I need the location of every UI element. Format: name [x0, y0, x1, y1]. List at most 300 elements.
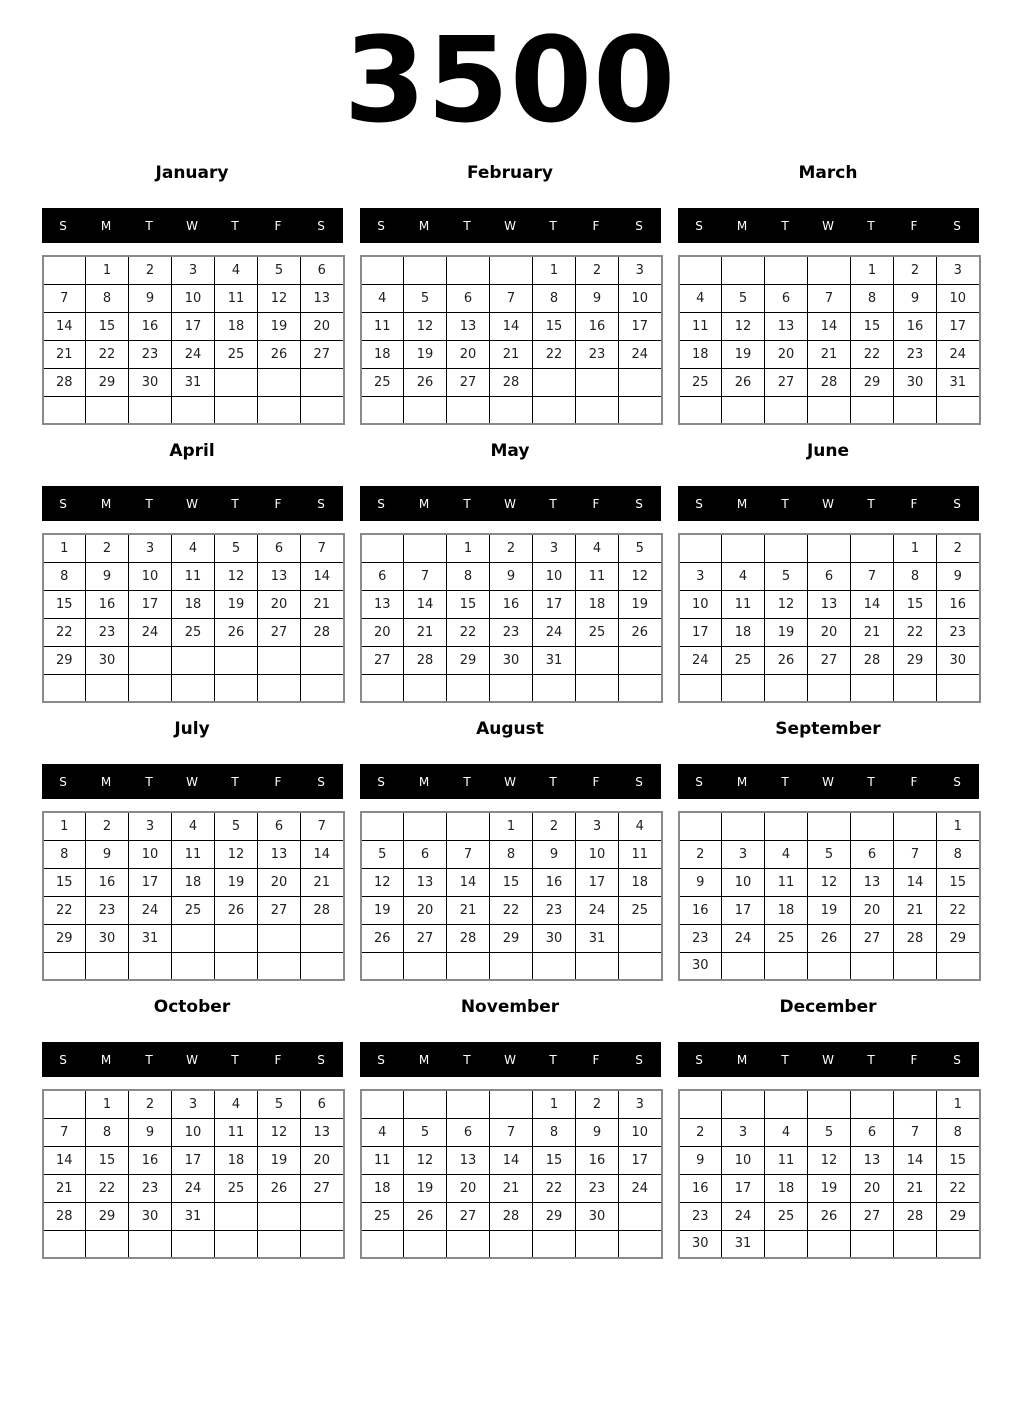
date-cell: 16 — [490, 590, 533, 618]
day-header-cell: F — [274, 774, 282, 789]
date-cell: 15 — [851, 312, 894, 340]
date-cell: 8 — [937, 1118, 980, 1146]
date-cell: 28 — [43, 1202, 86, 1230]
week-row — [361, 368, 662, 396]
date-cell: 13 — [447, 1146, 490, 1174]
empty-date-cell — [894, 1230, 937, 1258]
date-cell: 11 — [765, 1146, 808, 1174]
week-row — [361, 952, 662, 980]
date-cell: 15 — [490, 868, 533, 896]
empty-date-cell — [86, 952, 129, 980]
empty-date-cell — [808, 534, 851, 562]
empty-date-cell — [172, 646, 215, 674]
week-row — [361, 1174, 662, 1202]
date-cell: 1 — [533, 1090, 576, 1118]
day-header-cell: W — [186, 1052, 198, 1067]
day-header-cell: T — [867, 1052, 875, 1067]
date-cell: 2 — [490, 534, 533, 562]
week-row — [679, 1146, 980, 1174]
empty-date-cell — [576, 1230, 619, 1258]
day-header-cell: S — [695, 1052, 703, 1067]
date-cell: 13 — [301, 1118, 344, 1146]
date-cell: 10 — [722, 868, 765, 896]
date-cell: 25 — [172, 618, 215, 646]
empty-date-cell — [619, 646, 662, 674]
day-header-cell: W — [504, 218, 516, 233]
date-cell: 21 — [43, 340, 86, 368]
date-cell: 23 — [86, 618, 129, 646]
empty-date-cell — [258, 368, 301, 396]
week-row — [679, 618, 980, 646]
date-cell: 5 — [215, 534, 258, 562]
date-cell: 29 — [894, 646, 937, 674]
month-calendar — [42, 160, 343, 423]
date-cell: 21 — [490, 1174, 533, 1202]
empty-date-cell — [576, 952, 619, 980]
week-row — [361, 812, 662, 840]
week-row — [679, 1230, 980, 1258]
day-header-cell: F — [910, 218, 918, 233]
date-cell: 23 — [679, 1202, 722, 1230]
month-title: November — [460, 997, 560, 1017]
week-row — [43, 396, 344, 424]
empty-date-cell — [619, 952, 662, 980]
date-cell: 15 — [43, 868, 86, 896]
date-cell: 2 — [937, 534, 980, 562]
day-header-cell: S — [635, 774, 643, 789]
date-cell: 7 — [894, 840, 937, 868]
empty-date-cell — [258, 1230, 301, 1258]
empty-date-cell — [722, 674, 765, 702]
date-cell: 15 — [447, 590, 490, 618]
empty-date-cell — [808, 396, 851, 424]
date-cell: 11 — [679, 312, 722, 340]
date-cell: 3 — [937, 256, 980, 284]
week-row — [679, 674, 980, 702]
day-header-cell: S — [59, 774, 67, 789]
date-cell: 24 — [129, 896, 172, 924]
date-cell: 1 — [86, 256, 129, 284]
week-row — [679, 590, 980, 618]
date-cell: 17 — [937, 312, 980, 340]
date-cell: 24 — [129, 618, 172, 646]
date-cell: 8 — [43, 840, 86, 868]
week-row — [679, 1090, 980, 1118]
day-header-bar — [42, 1042, 343, 1077]
empty-date-cell — [361, 256, 404, 284]
month-calendar — [360, 716, 661, 979]
date-cell: 25 — [679, 368, 722, 396]
week-row — [679, 868, 980, 896]
week-row — [679, 396, 980, 424]
date-cell: 17 — [619, 1146, 662, 1174]
empty-date-cell — [722, 396, 765, 424]
date-cell: 11 — [576, 562, 619, 590]
week-row — [361, 618, 662, 646]
date-cell: 14 — [301, 840, 344, 868]
date-cell: 19 — [258, 312, 301, 340]
date-cell: 22 — [86, 340, 129, 368]
date-cell: 27 — [851, 1202, 894, 1230]
date-cell: 6 — [361, 562, 404, 590]
day-header-cell: S — [695, 774, 703, 789]
date-cell: 14 — [490, 1146, 533, 1174]
date-cell: 24 — [679, 646, 722, 674]
day-header-cell: F — [910, 496, 918, 511]
date-cell: 4 — [361, 1118, 404, 1146]
empty-date-cell — [361, 674, 404, 702]
week-row — [361, 396, 662, 424]
date-cell: 3 — [576, 812, 619, 840]
month-calendar — [678, 160, 979, 423]
date-cell: 30 — [679, 1230, 722, 1258]
date-cell: 6 — [808, 562, 851, 590]
month-calendar — [678, 438, 979, 701]
empty-date-cell — [679, 812, 722, 840]
empty-date-cell — [172, 1230, 215, 1258]
day-header-cell: T — [463, 774, 471, 789]
day-header-cell: S — [59, 496, 67, 511]
date-cell: 25 — [765, 924, 808, 952]
date-cell: 31 — [722, 1230, 765, 1258]
empty-date-cell — [86, 396, 129, 424]
date-cell: 8 — [490, 840, 533, 868]
empty-date-cell — [533, 674, 576, 702]
week-row — [361, 1146, 662, 1174]
empty-date-cell — [490, 1230, 533, 1258]
date-cell: 4 — [215, 256, 258, 284]
day-header-cell: W — [186, 218, 198, 233]
empty-date-cell — [404, 396, 447, 424]
empty-date-cell — [765, 812, 808, 840]
date-cell: 5 — [808, 1118, 851, 1146]
empty-date-cell — [129, 1230, 172, 1258]
date-cell: 9 — [576, 284, 619, 312]
day-header-cell: M — [418, 774, 430, 789]
day-header-cell: F — [592, 1052, 600, 1067]
day-header-cell: W — [504, 496, 516, 511]
date-cell: 12 — [722, 312, 765, 340]
date-cell: 13 — [301, 284, 344, 312]
date-cell: 7 — [301, 534, 344, 562]
day-header-cell: M — [418, 496, 430, 511]
date-cell: 16 — [679, 1174, 722, 1202]
empty-date-cell — [258, 952, 301, 980]
day-header-bar — [360, 1042, 661, 1077]
day-header-cell: T — [549, 774, 557, 789]
date-cell: 26 — [215, 896, 258, 924]
date-cell: 18 — [765, 896, 808, 924]
empty-date-cell — [722, 256, 765, 284]
date-cell: 12 — [404, 312, 447, 340]
date-cell: 18 — [361, 1174, 404, 1202]
day-header-cell: S — [317, 496, 325, 511]
day-header-bar — [678, 208, 979, 243]
month-grid — [42, 533, 345, 703]
empty-date-cell — [404, 1230, 447, 1258]
empty-date-cell — [937, 396, 980, 424]
week-row — [361, 590, 662, 618]
date-cell: 7 — [808, 284, 851, 312]
week-row — [43, 534, 344, 562]
date-cell: 30 — [129, 368, 172, 396]
day-header-cell: S — [317, 1052, 325, 1067]
empty-date-cell — [301, 368, 344, 396]
empty-date-cell — [43, 1230, 86, 1258]
day-header-cell: T — [549, 496, 557, 511]
empty-date-cell — [361, 812, 404, 840]
day-header-cell: M — [100, 1052, 112, 1067]
empty-date-cell — [447, 1230, 490, 1258]
empty-date-cell — [404, 256, 447, 284]
date-cell: 19 — [722, 340, 765, 368]
date-cell: 14 — [894, 868, 937, 896]
date-cell: 2 — [679, 840, 722, 868]
date-cell: 27 — [808, 646, 851, 674]
date-cell: 12 — [361, 868, 404, 896]
date-cell: 8 — [533, 284, 576, 312]
month-title: August — [476, 719, 544, 739]
empty-date-cell — [129, 396, 172, 424]
day-header-bar — [360, 764, 661, 799]
month-title: January — [155, 163, 229, 183]
date-cell: 7 — [490, 284, 533, 312]
date-cell: 19 — [808, 896, 851, 924]
date-cell: 5 — [722, 284, 765, 312]
date-cell: 12 — [215, 562, 258, 590]
day-header-cell: T — [145, 218, 153, 233]
date-cell: 28 — [404, 646, 447, 674]
date-cell: 11 — [722, 590, 765, 618]
empty-date-cell — [215, 952, 258, 980]
day-header-cell: W — [822, 774, 834, 789]
week-row — [679, 952, 980, 980]
date-cell: 15 — [86, 1146, 129, 1174]
empty-date-cell — [215, 924, 258, 952]
empty-date-cell — [679, 1090, 722, 1118]
date-cell: 21 — [301, 868, 344, 896]
empty-date-cell — [937, 1230, 980, 1258]
date-cell: 28 — [490, 368, 533, 396]
week-row — [679, 368, 980, 396]
week-row — [43, 674, 344, 702]
day-header-cell: S — [635, 218, 643, 233]
empty-date-cell — [86, 1230, 129, 1258]
date-cell: 29 — [447, 646, 490, 674]
month-grid — [42, 255, 345, 425]
date-cell: 10 — [619, 284, 662, 312]
day-header-bar — [678, 764, 979, 799]
date-cell: 16 — [937, 590, 980, 618]
date-cell: 15 — [937, 868, 980, 896]
week-row — [361, 284, 662, 312]
date-cell: 28 — [301, 618, 344, 646]
date-cell: 2 — [129, 256, 172, 284]
empty-date-cell — [404, 812, 447, 840]
day-header-cell: W — [822, 496, 834, 511]
month-grid — [360, 1089, 663, 1259]
date-cell: 16 — [576, 312, 619, 340]
date-cell: 18 — [722, 618, 765, 646]
date-cell: 16 — [129, 312, 172, 340]
date-cell: 24 — [172, 1174, 215, 1202]
day-header-bar — [678, 486, 979, 521]
day-header-cell: M — [736, 774, 748, 789]
date-cell: 9 — [576, 1118, 619, 1146]
week-row — [679, 256, 980, 284]
empty-date-cell — [86, 674, 129, 702]
date-cell: 11 — [361, 1146, 404, 1174]
month-calendar — [42, 716, 343, 979]
day-header-cell: T — [867, 496, 875, 511]
day-header-cell: T — [231, 218, 239, 233]
date-cell: 27 — [361, 646, 404, 674]
day-header-bar — [678, 1042, 979, 1077]
date-cell: 14 — [301, 562, 344, 590]
date-cell: 23 — [937, 618, 980, 646]
date-cell: 5 — [258, 256, 301, 284]
day-header-cell: S — [377, 774, 385, 789]
date-cell: 30 — [937, 646, 980, 674]
empty-date-cell — [765, 952, 808, 980]
date-cell: 31 — [172, 368, 215, 396]
date-cell: 26 — [722, 368, 765, 396]
empty-date-cell — [808, 674, 851, 702]
date-cell: 13 — [404, 868, 447, 896]
empty-date-cell — [490, 674, 533, 702]
date-cell: 28 — [894, 924, 937, 952]
date-cell: 1 — [533, 256, 576, 284]
date-cell: 13 — [851, 1146, 894, 1174]
date-cell: 19 — [404, 1174, 447, 1202]
day-header-cell: S — [695, 496, 703, 511]
date-cell: 24 — [172, 340, 215, 368]
date-cell: 3 — [722, 840, 765, 868]
date-cell: 22 — [533, 1174, 576, 1202]
empty-date-cell — [404, 674, 447, 702]
day-header-cell: T — [781, 1052, 789, 1067]
day-header-cell: W — [504, 774, 516, 789]
date-cell: 7 — [404, 562, 447, 590]
date-cell: 18 — [361, 340, 404, 368]
date-cell: 5 — [258, 1090, 301, 1118]
week-row — [43, 256, 344, 284]
date-cell: 29 — [533, 1202, 576, 1230]
week-row — [361, 1118, 662, 1146]
date-cell: 4 — [576, 534, 619, 562]
empty-date-cell — [490, 952, 533, 980]
week-row — [679, 340, 980, 368]
empty-date-cell — [129, 952, 172, 980]
empty-date-cell — [361, 534, 404, 562]
week-row — [43, 1174, 344, 1202]
date-cell: 10 — [722, 1146, 765, 1174]
date-cell: 24 — [722, 924, 765, 952]
empty-date-cell — [765, 1230, 808, 1258]
empty-date-cell — [215, 1230, 258, 1258]
empty-date-cell — [765, 534, 808, 562]
date-cell: 2 — [86, 812, 129, 840]
date-cell: 26 — [258, 340, 301, 368]
date-cell: 19 — [404, 340, 447, 368]
empty-date-cell — [43, 396, 86, 424]
date-cell: 21 — [43, 1174, 86, 1202]
date-cell: 20 — [447, 1174, 490, 1202]
empty-date-cell — [576, 368, 619, 396]
date-cell: 5 — [361, 840, 404, 868]
week-row — [361, 534, 662, 562]
empty-date-cell — [722, 812, 765, 840]
date-cell: 22 — [447, 618, 490, 646]
date-cell: 27 — [404, 924, 447, 952]
date-cell: 27 — [301, 340, 344, 368]
empty-date-cell — [361, 1230, 404, 1258]
date-cell: 12 — [258, 1118, 301, 1146]
empty-date-cell — [533, 1230, 576, 1258]
date-cell: 1 — [43, 812, 86, 840]
day-header-cell: S — [953, 774, 961, 789]
empty-date-cell — [576, 396, 619, 424]
date-cell: 8 — [86, 1118, 129, 1146]
empty-date-cell — [301, 1230, 344, 1258]
date-cell: 20 — [301, 312, 344, 340]
week-row — [361, 674, 662, 702]
day-header-cell: T — [781, 496, 789, 511]
date-cell: 18 — [215, 1146, 258, 1174]
date-cell: 10 — [679, 590, 722, 618]
date-cell: 29 — [937, 1202, 980, 1230]
day-header-cell: S — [377, 1052, 385, 1067]
date-cell: 12 — [258, 284, 301, 312]
date-cell: 30 — [576, 1202, 619, 1230]
date-cell: 6 — [447, 1118, 490, 1146]
date-cell: 9 — [129, 1118, 172, 1146]
date-cell: 2 — [576, 1090, 619, 1118]
week-row — [679, 812, 980, 840]
date-cell: 16 — [679, 896, 722, 924]
empty-date-cell — [894, 674, 937, 702]
date-cell: 9 — [86, 562, 129, 590]
day-header-cell: M — [418, 218, 430, 233]
empty-date-cell — [619, 368, 662, 396]
date-cell: 24 — [533, 618, 576, 646]
empty-date-cell — [447, 396, 490, 424]
empty-date-cell — [851, 952, 894, 980]
week-row — [679, 1202, 980, 1230]
date-cell: 29 — [851, 368, 894, 396]
day-header-cell: F — [592, 218, 600, 233]
day-header-cell: T — [463, 218, 471, 233]
date-cell: 21 — [447, 896, 490, 924]
date-cell: 11 — [765, 868, 808, 896]
date-cell: 25 — [765, 1202, 808, 1230]
empty-date-cell — [808, 952, 851, 980]
date-cell: 21 — [490, 340, 533, 368]
date-cell: 18 — [576, 590, 619, 618]
empty-date-cell — [301, 646, 344, 674]
date-cell: 19 — [808, 1174, 851, 1202]
date-cell: 14 — [808, 312, 851, 340]
date-cell: 15 — [937, 1146, 980, 1174]
day-header-cell: S — [317, 774, 325, 789]
week-row — [361, 646, 662, 674]
week-row — [43, 1202, 344, 1230]
month-grid — [360, 255, 663, 425]
date-cell: 6 — [404, 840, 447, 868]
day-header-cell: T — [145, 496, 153, 511]
empty-date-cell — [679, 674, 722, 702]
date-cell: 14 — [404, 590, 447, 618]
